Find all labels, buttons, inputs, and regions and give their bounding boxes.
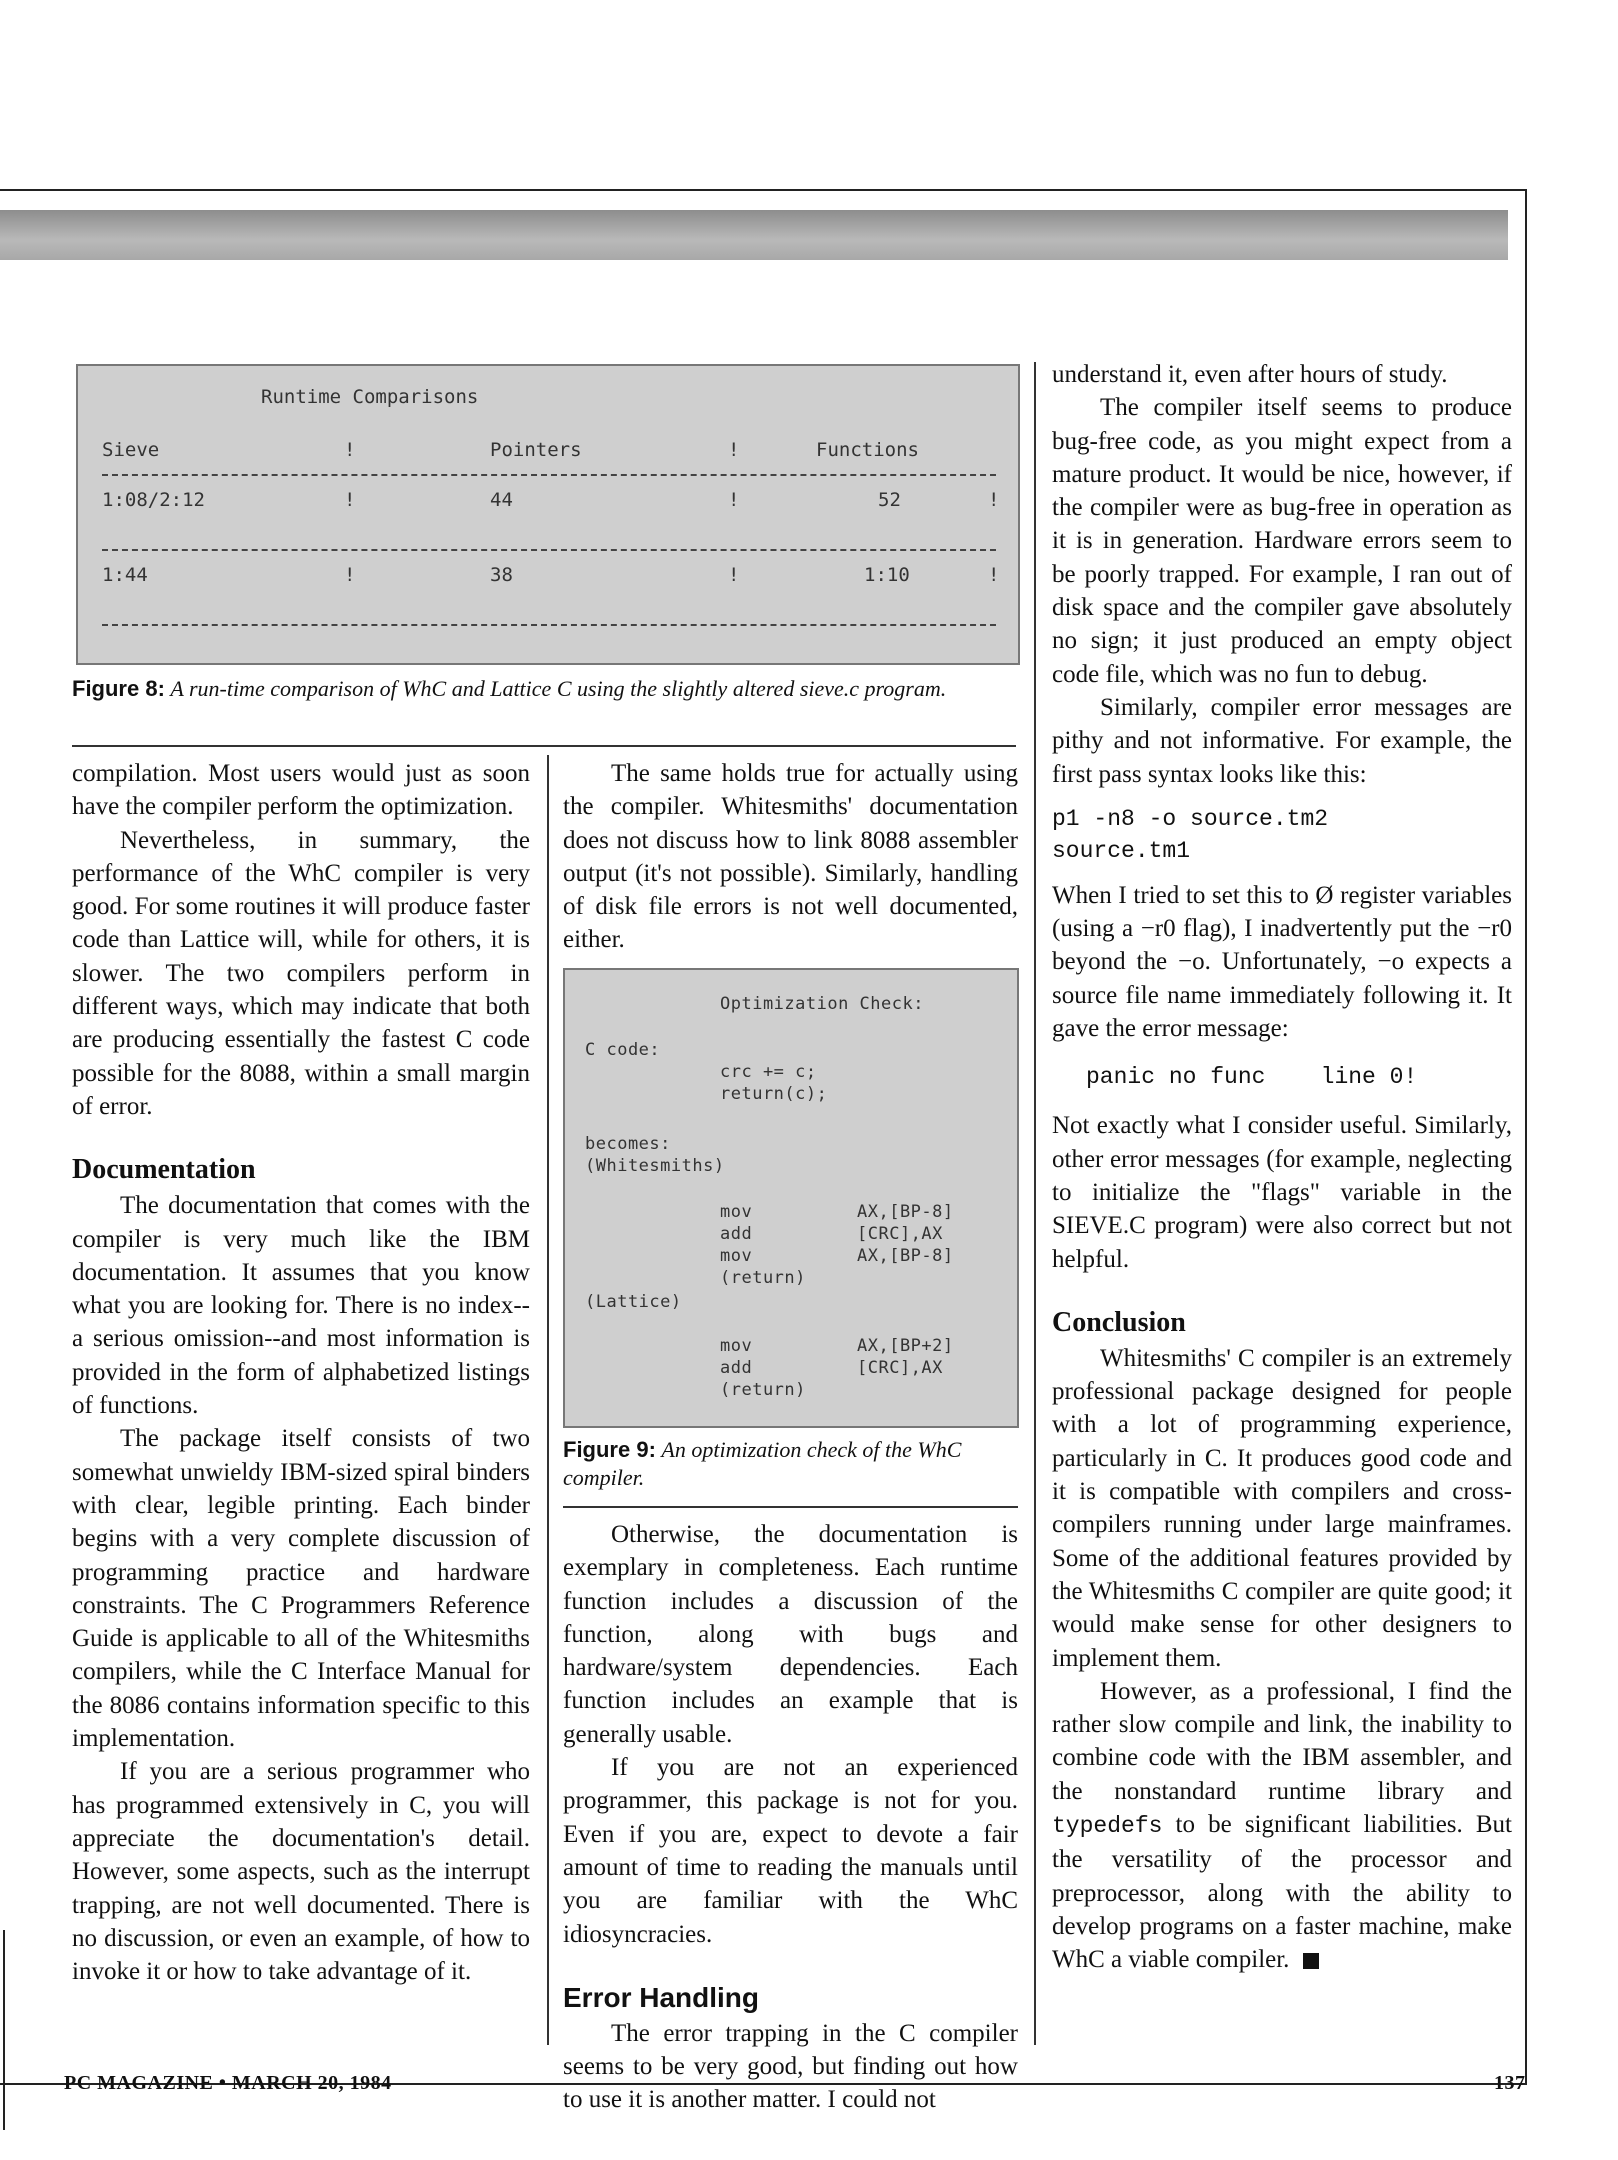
page-frame-top-rule (0, 189, 1527, 191)
figure-9-asm-arg: [CRC],AX (857, 1358, 943, 1378)
figure-9-asm-arg: AX,[BP-8] (857, 1202, 954, 1222)
paragraph: If you are a serious programmer who has programmed extensively in C, you will appreciate the documentation's detail. However, some aspects, such as the interrupt trapping, are not well documented. There is no discussion, or even an example, of how to invoke it or how to take advantage of it. (72, 1758, 530, 1986)
paragraph-text: to be significant liabilities. But the versatility of the processor and preprocessor, along with the ability to develop programs on a faster machine, make WhC a viable compiler. (1052, 1810, 1513, 1974)
figure-9-code-line: crc += c; (720, 1062, 817, 1082)
figure-9-asm-op: add (720, 1224, 753, 1244)
column-rule (1034, 362, 1036, 2045)
paragraph: Nevertheless, in summary, the performance of the WhC compiler is very good. For some routines it will produce faster code than Lattice will, while for others, it is slower. The two compilers perform in different ways, which may indicate that both are producing essentially the fastest C code possible for the 8088, within a small margin of error. (72, 826, 530, 1120)
paragraph: If you are not an experienced programmer, this package is not for you. Even if you are, expect to devote a fair amount of time to reading the manuals until you are familiar with the WhC idiosyncracies. (563, 1754, 1018, 1948)
end-of-article-square-icon (1303, 1953, 1319, 1969)
header-banner (0, 210, 1508, 260)
figure-8-caption-text: A run-time comparison of WhC and Lattice C using the slightly altered sieve.c program. (170, 676, 947, 701)
figure-8-cell: 38 (490, 564, 513, 586)
paragraph: The documentation that comes with the compiler is very much like the IBM documentation. It assumes that you know what you are looking for. There is no index--a serious omission--and most information is provided in the form of alphabetized listings of functions. (72, 1192, 530, 1420)
section-heading-conclusion: Conclusion (1052, 1306, 1186, 1338)
footer-page-number: 137 (1494, 2072, 1526, 2094)
left-margin-rule (3, 1930, 5, 2130)
figure-9-asm-op: mov (720, 1202, 753, 1222)
inline-code: typedefs (1052, 1812, 1163, 1839)
paragraph: The same holds true for actually using the compiler. Whitesmiths' documentation does not discuss how to link 8088 assembler output (it's not possible). Similarly, handling of disk file errors is not well documented, either. (563, 760, 1018, 954)
code-line: panic no func line 0! (1086, 1064, 1418, 1091)
code-example (1086, 1061, 1512, 1093)
figure-9-becomes-label: becomes: (585, 1134, 671, 1154)
figure-9-lattice-label: (Lattice) (585, 1292, 682, 1312)
figure-8-separator: ! (728, 564, 740, 586)
figure-9-code-box (563, 968, 1019, 1428)
figure-9-caption-rule (563, 1506, 1018, 1508)
paragraph: understand it, even after hours of study. (1052, 361, 1448, 388)
figure-9-asm-op: mov (720, 1336, 753, 1356)
paragraph: Whitesmiths' C compiler is an extremely professional package designed for people with a lot of programming experience, particularly in C. It produces good code and it is compatible with compilers and cross-compilers running under large mainframes. Some of the additional features provided by the Whitesmiths C compiler are quite good; it would make sense for other designers to implement them. (1052, 1344, 1512, 1672)
figure-8-caption-label: Figure 8: (72, 676, 165, 701)
paragraph (1052, 1675, 1512, 1977)
section-heading-documentation: Documentation (72, 1154, 256, 1186)
figure-9-caption-text: An optimization check of the WhC compiler. (563, 1437, 962, 1490)
code-line: p1 -n8 -o source.tm2 (1052, 805, 1329, 832)
page-frame-right-rule (1525, 189, 1527, 2084)
figure-8-header-functions: Functions (816, 439, 919, 461)
footer-magazine-info: PC MAGAZINE • MARCH 20, 1984 (64, 2072, 392, 2094)
paragraph-text: However, as a professional, I find the rather slow compile and link, the inability to combine code with the IBM assembler, and the nonstandard runtime library and (1052, 1677, 1512, 1805)
code-example (1052, 803, 1512, 867)
figure-8-header-sieve: Sieve (102, 439, 160, 461)
paragraph: The error trapping in the C compiler seems to be very good, but finding out how to use it is another matter. I could not (563, 2019, 1018, 2114)
paragraph: Similarly, compiler error messages are pithy and not informative. For example, the first pass syntax looks like this: (1052, 693, 1512, 788)
figure-9-asm-arg: [CRC],AX (857, 1224, 943, 1244)
figure-9-code-line: return(c); (720, 1084, 828, 1104)
figure-9-asm-op: (return) (720, 1268, 806, 1288)
column-rule (547, 755, 549, 2045)
figure-8-cell: 1:44 (102, 564, 148, 586)
figure-8-separator: ! (728, 439, 740, 461)
paragraph: Otherwise, the documentation is exemplary in completeness. Each runtime function includes a discussion of the function, along with bugs and hardware/system dependencies. Each function includes an example that is generally usable. (563, 1521, 1018, 1748)
figure-8-dashed-rule (102, 624, 996, 626)
code-line: source.tm1 (1052, 837, 1191, 864)
figure-9-asm-arg: AX,[BP-8] (857, 1246, 954, 1266)
figure-8-separator: ! (344, 564, 356, 586)
figure-8-dashed-rule (102, 549, 996, 551)
figure-8-header-pointers: Pointers (490, 439, 582, 461)
figure-9-title: Optimization Check: (720, 994, 924, 1014)
paragraph: compilation. Most users would just as soon have the compiler perform the optimization. (72, 760, 530, 821)
figure-8-separator: ! (988, 489, 1000, 511)
figure-9-asm-op: add (720, 1358, 753, 1378)
figure-8-separator: ! (344, 439, 356, 461)
figure-9-caption-label: Figure 9: (563, 1437, 656, 1462)
figure-8-cell: 1:08/2:12 (102, 489, 205, 511)
figure-8-cell: 44 (490, 489, 513, 511)
figure-8-cell: 1:10 (864, 564, 910, 586)
column-2-continued (563, 1518, 1018, 2117)
figure-9-asm-op: (return) (720, 1380, 806, 1400)
figure-8-separator: ! (728, 489, 740, 511)
figure-8-caption-rule (72, 745, 1016, 747)
figure-9-asm-arg: AX,[BP+2] (857, 1336, 954, 1356)
paragraph: Not exactly what I consider useful. Similarly, other error messages (for example, neglecting to initialize the "flags" variable in the SIEVE.C program) were also correct but not helpful. (1052, 1112, 1512, 1273)
figure-8-cell: 52 (878, 489, 901, 511)
figure-9-asm-op: mov (720, 1246, 753, 1266)
paragraph: When I tried to set this to Ø register variables (using a −r0 flag), I inadvertently put the −r0 beyond the −o. Unfortunately, −o expects a source file name immediately following it. It gave the error message: (1052, 881, 1512, 1043)
column-2 (563, 757, 1018, 957)
figure-9-caption (563, 1436, 1018, 1492)
figure-8-separator: ! (344, 489, 356, 511)
figure-9-code-label: C code: (585, 1040, 661, 1060)
paragraph: The package itself consists of two somewhat unwieldy IBM-sized spiral binders with clear, legible printing. Each binder begins with a very complete discussion of programming practice and hardware constraints. The C Programmers Reference Guide is applicable to all of the Whitesmiths compilers, while the C Interface Manual for the 8086 contains information specific to this implementation. (72, 1425, 530, 1753)
column-1 (72, 757, 530, 1988)
figure-8-title: Runtime Comparisons (261, 386, 479, 408)
figure-8-separator: ! (988, 564, 1000, 586)
figure-8-dashed-rule (102, 474, 996, 476)
section-heading-error-handling: Error Handling (563, 1981, 760, 2013)
figure-9-whitesmiths-label: (Whitesmiths) (585, 1156, 725, 1176)
figure-8-table (76, 364, 1020, 665)
column-3 (1052, 358, 1512, 1976)
paragraph: The compiler itself seems to produce bug-free code, as you might expect from a mature product. It would be nice, however, if the compiler were as bug-free in operation as it is in generation. Hardware errors seem to be poorly trapped. For example, I ran out of disk space and the compiler gave absolutely no sign; it just produced an empty object code file, which was no fun to debug. (1052, 394, 1512, 688)
figure-8-caption (72, 675, 1016, 703)
